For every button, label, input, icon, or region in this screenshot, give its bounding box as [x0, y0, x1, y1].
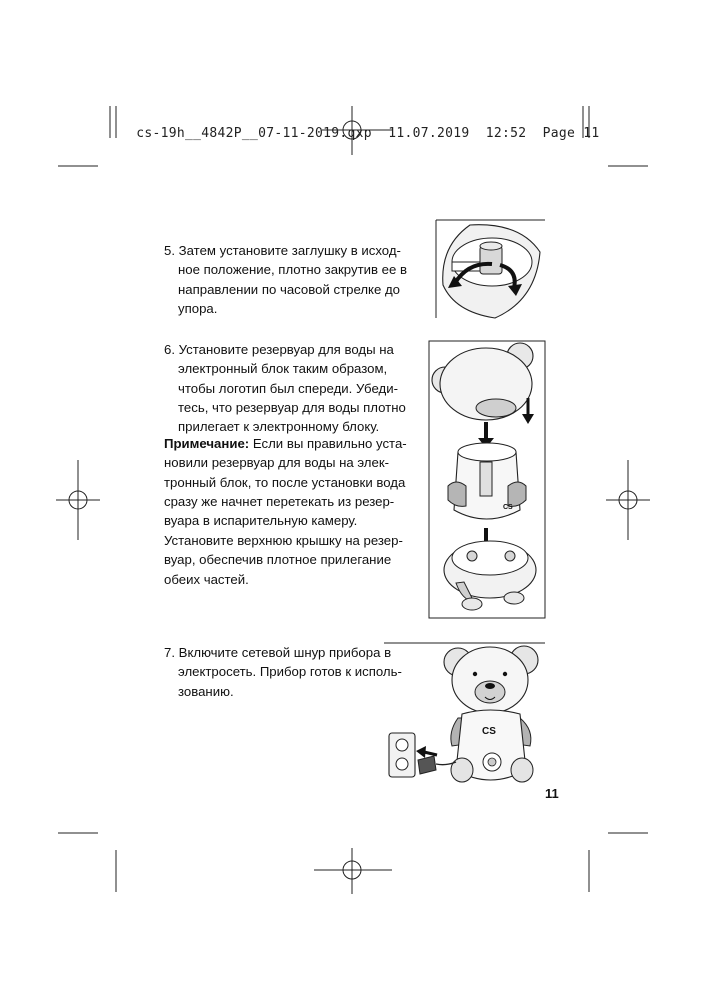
slug-filename: cs-19h__4842P__07-11-2019.qxp: [136, 126, 372, 141]
page-number: 11: [545, 786, 559, 801]
step-5-line: ное положение, плотно закрутив ее в: [178, 262, 407, 278]
step-7-line: 7. Включите сетевой шнур прибора в: [164, 645, 392, 660]
registration-mark-left: [56, 460, 100, 540]
crop-marks: [58, 166, 648, 892]
bear-logo: CS: [482, 726, 496, 737]
header-frame: [110, 106, 589, 138]
step-5-line: направлении по часовой стрелке до: [178, 281, 400, 297]
note-line: новили резервуар для воды на элек-: [164, 455, 389, 471]
note-label: Примечание:: [164, 436, 250, 451]
step-7-line: электросеть. Прибор готов к исполь-: [178, 664, 402, 680]
step-6-line: 6. Установите резервуар для воды на: [164, 342, 394, 357]
registration-mark-bottom: [314, 848, 392, 894]
step-5-line: упора.: [178, 300, 218, 316]
step-6-line: электронный блок таким образом,: [178, 361, 388, 377]
step-5-line: 5. Затем установите заглушку в исход-: [164, 243, 401, 258]
lid-line: обеих частей.: [164, 571, 249, 587]
registration-mark-right: [606, 460, 650, 540]
plug-in-illustration: [384, 643, 545, 782]
note-first-line: Если вы правильно уста-: [249, 436, 407, 451]
step-7-line: зованию.: [178, 683, 234, 699]
slug-date: 11.07.2019: [388, 126, 470, 141]
slug-time: 12:52: [485, 126, 527, 141]
note-line: сразу же начнет перетекать из резер-: [164, 493, 395, 509]
step-6-line: прилегает к электронному блоку.: [178, 419, 380, 435]
cap-illustration: [436, 220, 545, 318]
tank-logo: CS: [503, 504, 513, 511]
lid-line: вуар, обеспечив плотное прилегание: [164, 552, 392, 568]
step-6-line: чтобы логотип был спереди. Убеди-: [178, 380, 398, 396]
slug-page: Page 11: [542, 126, 600, 141]
note-line: тронный блок, то после установки вода: [164, 474, 406, 490]
note-line: вуара в испарительную камеру.: [164, 513, 358, 529]
tank-assembly-illustration: [429, 341, 545, 618]
lid-line: Установите верхнюю крышку на резер-: [164, 533, 403, 548]
registration-mark-top: [326, 106, 380, 155]
step-6-line: тесь, что резервуар для воды плотно: [178, 399, 406, 415]
